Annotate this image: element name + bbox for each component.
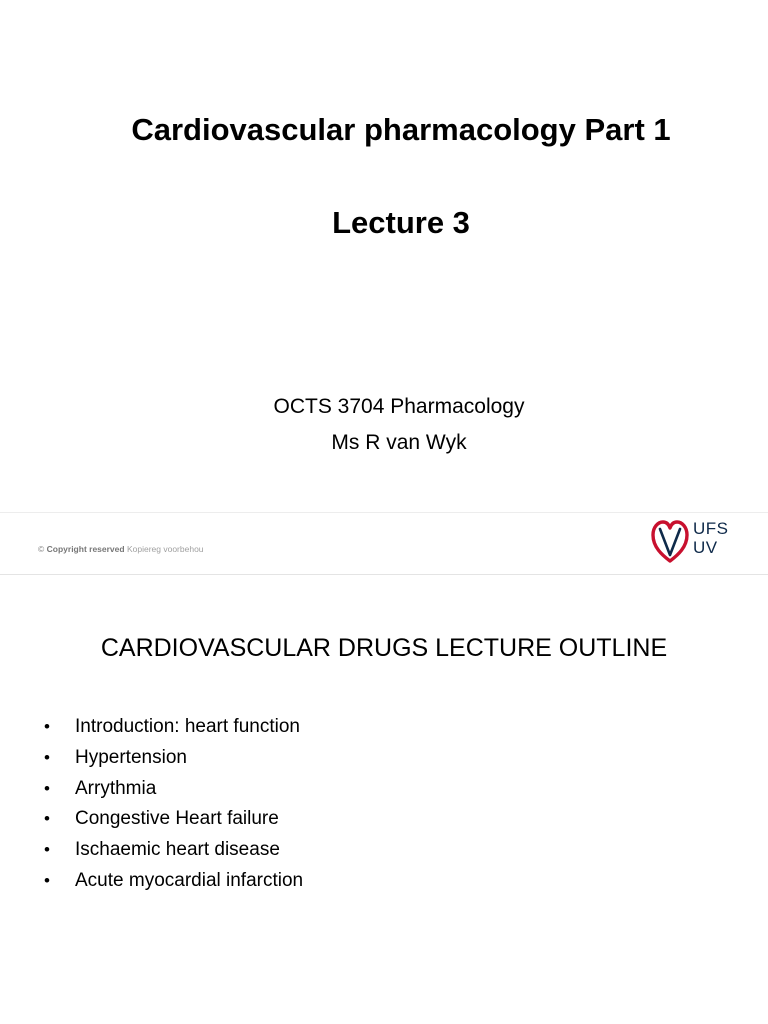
bullet-icon: • <box>44 778 50 798</box>
list-item-text: Hypertension <box>75 746 187 768</box>
logo-wordmark <box>693 519 729 557</box>
copyright-afrikaans: Kopiereg voorbehou <box>126 544 204 554</box>
heart-shield-icon <box>650 517 690 565</box>
logo-line-ufs: UFS <box>693 519 729 538</box>
bullet-icon: • <box>44 870 50 890</box>
copyright-notice <box>38 544 204 554</box>
list-item-text: Arrythmia <box>75 777 157 799</box>
slide-footer <box>0 512 768 575</box>
copyright-label: Copyright reserved <box>46 544 125 554</box>
course-subtitle: OCTS 3704 Pharmacology <box>273 395 525 418</box>
bullet-icon: • <box>44 809 50 829</box>
bullet-icon: • <box>44 717 50 736</box>
logo-line-uv: UV <box>693 538 718 557</box>
lecturer-name: Ms R van Wyk <box>331 431 467 454</box>
ufs-logo <box>650 517 742 567</box>
bullet-icon: • <box>44 747 50 767</box>
bullet-icon: • <box>44 840 50 860</box>
slide-title: Cardiovascular pharmacology Part 1 <box>131 112 671 147</box>
outline-title: CARDIOVASCULAR DRUGS LECTURE OUTLINE <box>100 634 668 662</box>
list-item-text: Acute myocardial infarction <box>75 869 304 891</box>
list-item-text: Ischaemic heart disease <box>75 839 280 861</box>
list-item-text: Congestive Heart failure <box>75 808 279 830</box>
list-item-text: Introduction: heart function <box>75 716 300 737</box>
lecture-number-title: Lecture 3 <box>332 205 470 240</box>
copyright-symbol: © <box>38 544 45 554</box>
outline-slide <box>0 576 768 1024</box>
